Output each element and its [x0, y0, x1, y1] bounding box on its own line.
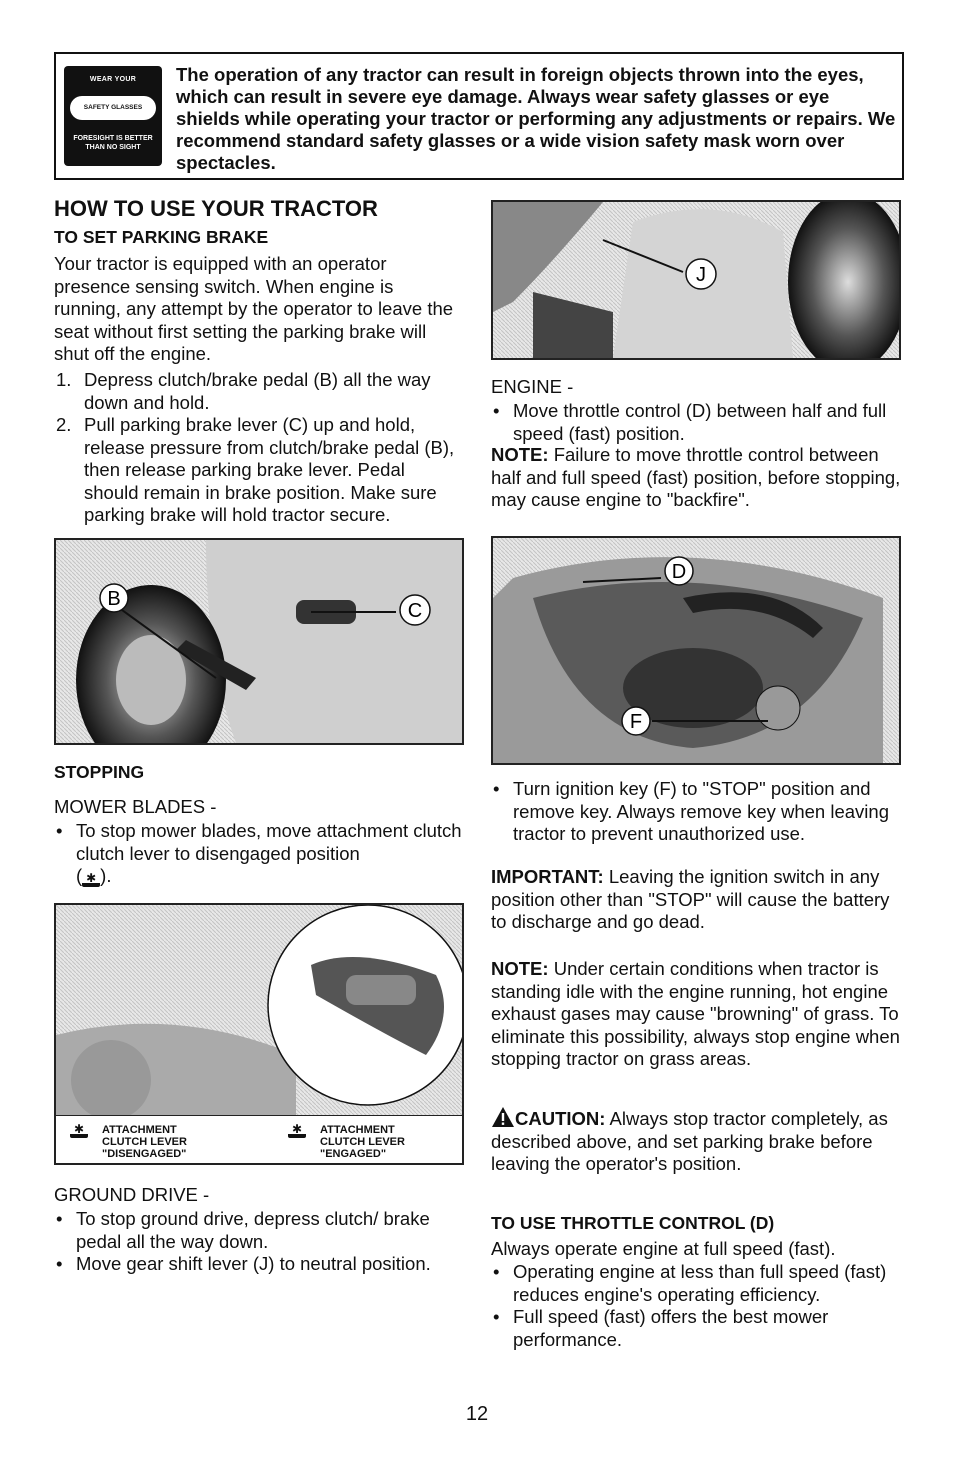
badge-top-text: WEAR YOUR — [89, 76, 137, 83]
section-heading: HOW TO USE YOUR TRACTOR — [54, 196, 378, 221]
throttle-heading: TO USE THROTTLE CONTROL (D) — [491, 1213, 775, 1233]
badge-bottom-line-2: THAN NO SIGHT — [85, 144, 141, 151]
note-backfire — [491, 444, 903, 512]
important-text: Leaving the ignition switch in any position other than "STOP" will cause the battery to discharge and go dead. — [491, 866, 890, 932]
mower-blades-caption: MOWER BLADES - — [54, 796, 217, 817]
step-text: Pull parking brake lever (C) up and hold, release pressure from clutch/brake pedal (B), then release parking brake lever. Pedal should remain in brake position. Make sure parking brake will hold tractor secure. — [84, 414, 455, 525]
stopping-heading: STOPPING — [54, 762, 145, 782]
important-battery — [491, 866, 903, 934]
note-text: Failure to move throttle control between half and full speed (fast) position, before stopping, may cause engine to "backfire". — [491, 444, 901, 510]
eye-safety-warning-box — [54, 52, 904, 180]
note-browning — [491, 958, 903, 1071]
mower-bullet-open: ( — [76, 865, 83, 886]
step-number: 2. — [56, 414, 72, 435]
engine-gearshift-figure — [491, 200, 901, 360]
parking-brake-heading: TO SET PARKING BRAKE — [54, 227, 269, 247]
caution-stop — [491, 1106, 903, 1176]
list-item: • Move gear shift lever (J) to neutral position. — [54, 1253, 464, 1276]
engine-list — [491, 400, 901, 445]
list-item — [54, 820, 464, 888]
page-number: 12 — [465, 1403, 489, 1425]
mower-bullet-text: To stop mower blades, move attachment clutch clutch lever to disengaged position — [76, 820, 462, 864]
label-c: C — [407, 600, 423, 622]
step-number: 1. — [56, 369, 72, 390]
caution-label: CAUTION: — [515, 1108, 606, 1129]
label-b: B — [107, 588, 121, 610]
disengaged-line-1: ATTACHMENT — [102, 1124, 177, 1136]
step-text: Depress clutch/brake pedal (B) all the way down and hold. — [84, 369, 431, 413]
safety-glasses-badge-icon — [64, 66, 162, 166]
label-j: J — [696, 264, 706, 286]
parking-brake-steps — [54, 369, 464, 527]
clutch-legend — [56, 1115, 462, 1163]
list-item: • Full speed (fast) offers the best mower performance. — [491, 1306, 903, 1351]
note-label: NOTE: — [491, 958, 549, 979]
brake-pedal-figure — [54, 538, 464, 745]
label-f: F — [629, 711, 643, 733]
parking-brake-intro: Your tractor is equipped with an operator presence sensing switch. When engine is running, any attempt by the operator to leave the seat without first setting the parking brake will shut off the engine. — [54, 253, 454, 364]
mower-bullet-end: ). — [100, 865, 112, 886]
list-item: • Turn ignition key (F) to "STOP" position and remove key. Always remove key when leaving tractor to prevent unauthorized use. — [491, 778, 901, 846]
disengaged-symbol-icon: ✱ — [82, 873, 100, 887]
note-text: Under certain conditions when tractor is standing idle with the engine running, hot engine exhaust gases may cause "browning" of grass. To eliminate this possibility, always stop engine when stopping tractor on grass areas. — [491, 958, 900, 1069]
caution-triangle-icon — [491, 1106, 515, 1128]
caution-text: Always stop tractor completely, as described above, and set parking brake before leaving the operator's position. — [491, 1108, 888, 1174]
warning-text: The operation of any tractor can result in foreign objects thrown into the eyes, which can result in severe eye damage. Always wear safety glasses or eye shields while operating your tractor or performing any adjustments or repairs. We recommend standard safety glasses or a wide vision safety mask worn over spectacles. — [176, 64, 896, 173]
engine-caption: ENGINE - — [491, 376, 574, 397]
mower-blades-list — [54, 820, 464, 888]
engaged-line-1: ATTACHMENT — [320, 1124, 395, 1136]
ignition-list — [491, 778, 901, 846]
list-item: • Operating engine at less than full speed (fast) reduces engine's operating efficiency. — [491, 1261, 903, 1306]
engaged-line-2: CLUTCH LEVER — [320, 1136, 405, 1148]
engaged-legend-icon: ✱ — [288, 1124, 306, 1138]
note-label: NOTE: — [491, 444, 549, 465]
throttle-intro: Always operate engine at full speed (fast). — [491, 1238, 836, 1259]
throttle-ignition-figure — [491, 536, 901, 765]
ground-drive-list — [54, 1208, 464, 1276]
disengaged-line-3: "DISENGAGED" — [102, 1148, 187, 1160]
step-item — [54, 369, 464, 414]
throttle-list — [491, 1261, 903, 1351]
badge-bottom-line-1: FORESIGHT IS BETTER — [73, 135, 153, 142]
list-item: • Move throttle control (D) between half and full speed (fast) position. — [491, 400, 901, 445]
list-item: • To stop ground drive, depress clutch/ brake pedal all the way down. — [54, 1208, 464, 1253]
step-item — [54, 414, 464, 527]
label-d: D — [671, 561, 687, 583]
disengaged-legend-icon: ✱ — [70, 1124, 88, 1138]
ground-drive-caption: GROUND DRIVE - — [54, 1184, 210, 1205]
badge-mid-text: SAFETY GLASSES — [70, 96, 156, 120]
attachment-clutch-figure — [54, 903, 464, 1165]
important-label: IMPORTANT: — [491, 866, 604, 887]
badge-bottom-text — [64, 134, 162, 152]
disengaged-line-2: CLUTCH LEVER — [102, 1136, 187, 1148]
engaged-line-3: "ENGAGED" — [320, 1148, 387, 1160]
